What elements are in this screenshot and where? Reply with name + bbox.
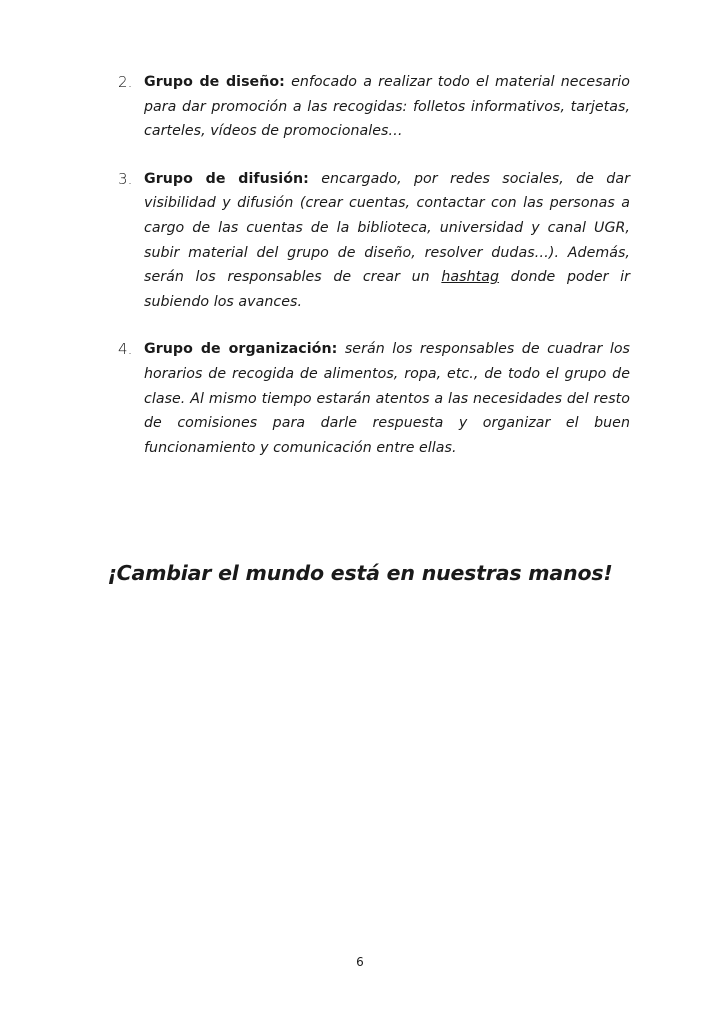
list-item-text: enfocado a realizar todo el material necesario para dar promoción a las recogidas: folletos informativos, tarjetas, carteles, vídeos de promocionales… (144, 74, 630, 140)
hashtag-word: hashtag (441, 269, 500, 286)
list-item-number: 2. (118, 73, 133, 91)
page-number: 6 (356, 955, 364, 969)
list-item-number: 3. (118, 169, 133, 188)
list-item-text: serán los responsables de cuadrar los horarios de recogida de alimentos, ropa, etc., de todo el grupo de clase. Al mismo tiempo estarán atentos a las necesidades del resto de comisiones para darle respuesta y organizar el buen funcionamiento y comunicación entre ellas. (144, 341, 631, 456)
list-item-title: Grupo de diseño: (144, 74, 285, 90)
closing-slogan: ¡Cambiar el mundo está en nuestras manos! (107, 561, 613, 585)
list-item-title: Grupo de difusión: (144, 170, 309, 187)
list-item-number: 4. (118, 340, 133, 359)
list-item-diffusion-group (118, 167, 630, 315)
commission-list (118, 70, 630, 483)
list-item-organization-group (118, 337, 630, 460)
list-item-title: Grupo de organización: (144, 341, 338, 358)
list-item-text-after: donde poder ir subiendo los avances. (144, 269, 630, 310)
list-item-text: encargado, por redes sociales, de dar visibilidad y difusión (crear cuentas, contactar con las personas a cargo de las cuentas de la biblioteca, universidad y canal UGR, subir material del grupo de diseño, resolver dudas…). Además, serán los responsables de crear un (144, 170, 630, 286)
list-item-design-group (118, 70, 630, 144)
